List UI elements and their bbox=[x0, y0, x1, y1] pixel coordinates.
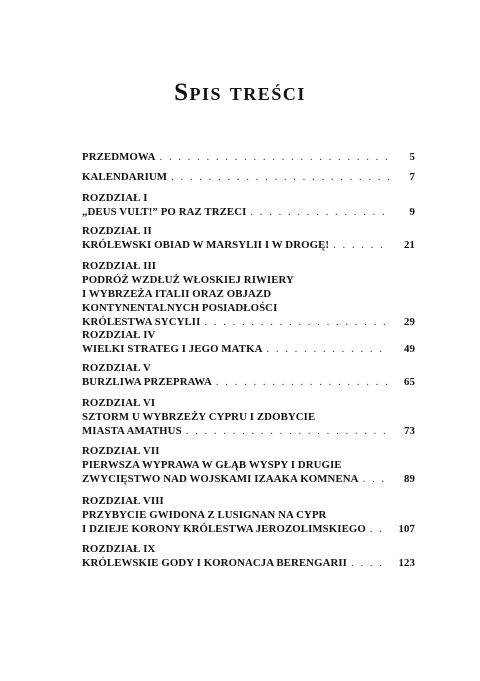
toc-entry[interactable] bbox=[82, 259, 415, 329]
section-title: KALENDARIUM bbox=[82, 171, 168, 183]
page-title: Spis treści bbox=[174, 79, 306, 106]
chapter-number: ROZDZIAŁ VI bbox=[82, 397, 156, 409]
toc-entry[interactable] bbox=[82, 542, 415, 570]
dot-leaders bbox=[186, 424, 389, 438]
dot-leaders bbox=[266, 342, 389, 356]
page-number: 5 bbox=[409, 151, 415, 163]
chapter-number: ROZDZIAŁ IX bbox=[82, 543, 156, 555]
toc-entry-title bbox=[82, 396, 393, 438]
chapter-title-line: „DEUS VULT!” PO RAZ TRZECI bbox=[82, 206, 247, 218]
page-number: 29 bbox=[404, 316, 415, 328]
chapter-title-line: KRÓLEWSKI OBIAD W MARSYLII I W DROGĘ! bbox=[82, 239, 330, 251]
chapter-number: ROZDZIAŁ VII bbox=[82, 445, 160, 457]
chapter-title-line: KRÓLEWSKIE GODY I KORONACJA BERENGARII bbox=[82, 557, 347, 569]
toc-entry-title bbox=[82, 542, 393, 570]
page-number: 21 bbox=[404, 239, 415, 251]
chapter-title-line: KONTYNENTALNYCH POSIADŁOŚCI bbox=[82, 302, 278, 314]
dot-leaders bbox=[351, 556, 389, 570]
chapter-title-line: SZTORM U WYBRZEŻY CYPRU I ZDOBYCIE bbox=[82, 411, 316, 423]
chapter-number: ROZDZIAŁ I bbox=[82, 192, 148, 204]
toc-entry-title bbox=[82, 170, 393, 184]
toc-entry[interactable] bbox=[82, 224, 415, 252]
chapter-number: ROZDZIAŁ V bbox=[82, 362, 151, 374]
toc-entry[interactable] bbox=[82, 170, 415, 184]
chapter-title-line: MIASTA AMATHUS bbox=[82, 425, 182, 437]
toc-entry[interactable] bbox=[82, 150, 415, 164]
page-number: 73 bbox=[404, 425, 415, 437]
chapter-title-line: ZWYCIĘSTWO NAD WOJSKAMI IZAAKA KOMNENA bbox=[82, 473, 359, 485]
toc-entry-title bbox=[82, 444, 393, 486]
dot-leaders bbox=[171, 170, 389, 184]
chapter-title-line: PRZYBYCIE GWIDONA Z LUSIGNAN NA CYPR bbox=[82, 509, 327, 521]
page-number: 123 bbox=[398, 557, 415, 569]
page-number: 49 bbox=[404, 343, 415, 355]
dot-leaders bbox=[250, 205, 389, 219]
chapter-title-line: WIELKI STRATEG I JEGO MATKA bbox=[82, 343, 263, 355]
page-number: 9 bbox=[409, 206, 415, 218]
dot-leaders bbox=[363, 472, 389, 486]
toc-entry-title bbox=[82, 259, 393, 329]
toc-entry-title bbox=[82, 191, 393, 219]
toc-entry[interactable] bbox=[82, 361, 415, 389]
dot-leaders bbox=[204, 315, 389, 329]
toc-entry-title bbox=[82, 361, 393, 389]
page-number: 107 bbox=[398, 523, 415, 535]
chapter-title-line: PIERWSZA WYPRAWA W GŁĄB WYSPY I DRUGIE bbox=[82, 459, 342, 471]
chapter-title-line: I WYBRZEŻA ITALII ORAZ OBJAZD bbox=[82, 288, 272, 300]
page-number: 7 bbox=[409, 171, 415, 183]
page-number: 65 bbox=[404, 376, 415, 388]
chapter-number: ROZDZIAŁ VIII bbox=[82, 495, 164, 507]
toc-entry[interactable] bbox=[82, 191, 415, 219]
toc-entry[interactable] bbox=[82, 328, 415, 356]
toc-entry-title bbox=[82, 494, 393, 536]
toc-entry-title bbox=[82, 224, 393, 252]
toc-entry-title bbox=[82, 328, 393, 356]
chapter-title-line: BURZLIWA PRZEPRAWA bbox=[82, 376, 212, 388]
dot-leaders bbox=[333, 238, 389, 252]
toc-entry[interactable] bbox=[82, 444, 415, 486]
chapter-number: ROZDZIAŁ II bbox=[82, 225, 152, 237]
chapter-number: ROZDZIAŁ III bbox=[82, 260, 157, 272]
page-number: 89 bbox=[404, 473, 415, 485]
dot-leaders bbox=[216, 375, 389, 389]
dot-leaders bbox=[370, 522, 389, 536]
chapter-number: ROZDZIAŁ IV bbox=[82, 329, 156, 341]
dot-leaders bbox=[159, 150, 389, 164]
toc-entry[interactable] bbox=[82, 494, 415, 536]
chapter-title-line: KRÓLESTWA SYCYLII bbox=[82, 316, 201, 328]
toc-entry-title bbox=[82, 150, 393, 164]
chapter-title-line: I DZIEJE KORONY KRÓLESTWA JEROZOLIMSKIEGO bbox=[82, 523, 366, 535]
toc-entry[interactable] bbox=[82, 396, 415, 438]
section-title: PRZEDMOWA bbox=[82, 151, 156, 163]
chapter-title-line: PODRÓŻ WZDŁUŻ WŁOSKIEJ RIWIERY bbox=[82, 274, 294, 286]
